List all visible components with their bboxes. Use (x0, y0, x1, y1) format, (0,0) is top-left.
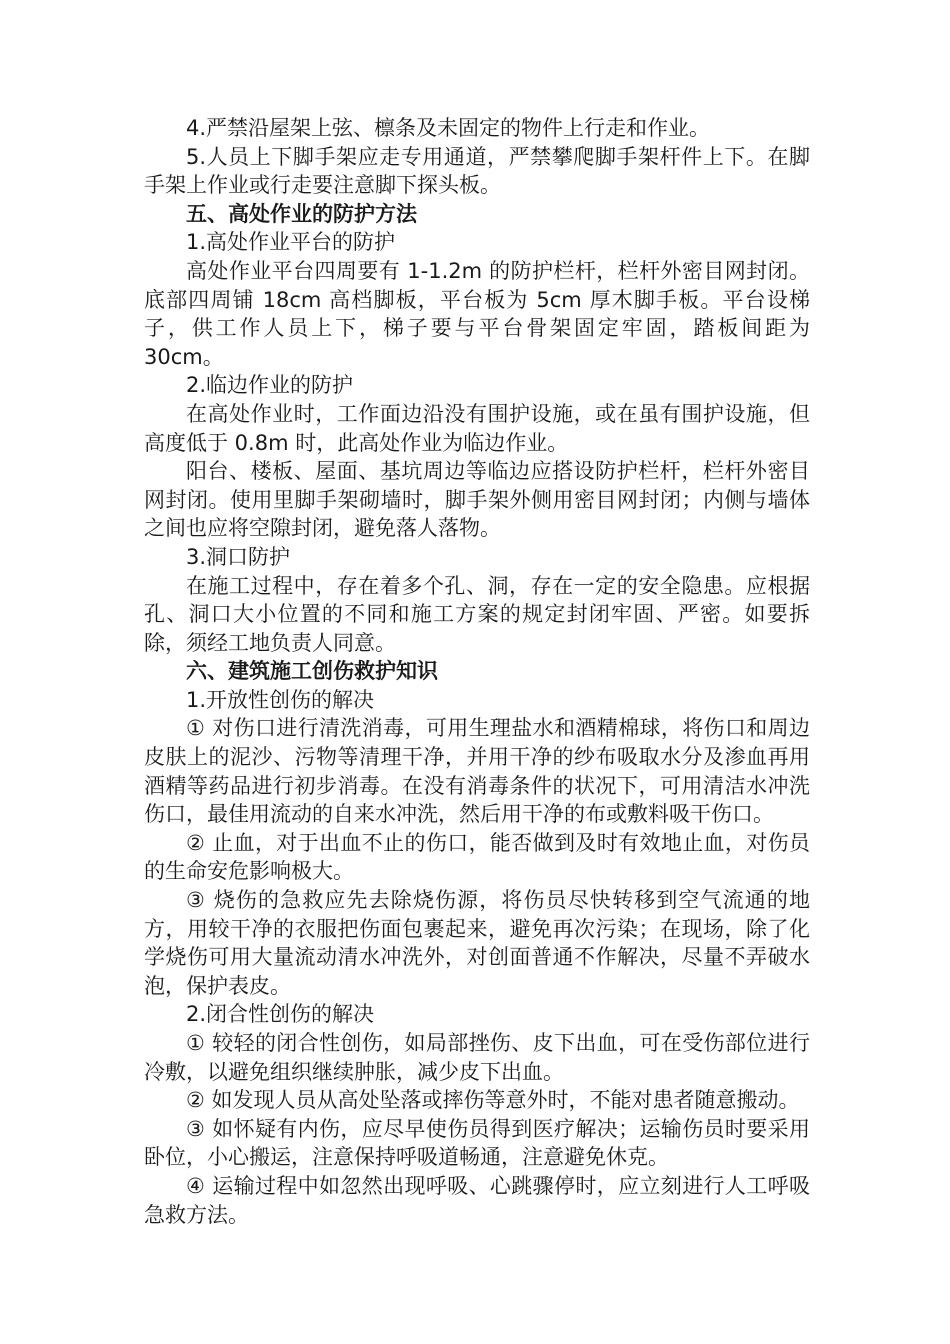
subsection-title: 3.洞口防护 (186, 544, 291, 569)
paragraph: 阳台、楼板、屋面、基坑周边等临边应搭设防护栏杆，栏杆外密目网封闭。使用里脚手架砌墙时，脚手架外侧用密目网封闭；内侧与墙体之间也应将空隙封闭，避免落人落物。 (144, 459, 810, 541)
subsection-title: 2.闭合性创伤的解决 (186, 1002, 375, 1027)
paragraph: 4.严禁沿屋架上弦、檩条及未固定的物件上行走和作业。 (186, 116, 711, 140)
subsection-title: 2.临边作业的防护 (186, 373, 354, 398)
list-item: ① 较轻的闭合性创伤，如局部挫伤、皮下出血，可在受伤部位进行冷敷，以避免组织继续肿胀，减少皮下出血。 (144, 1031, 810, 1084)
document-page (144, 114, 810, 1229)
list-item: ③ 烧伤的急救应先去除烧伤源，将伤员尽快转移到空气流通的地方，用较干净的衣服把伤面包裹起来，避免再次污染；在现场，除了化学烧伤可用大量流动清水冲洗外，对创面普通不作解决，尽量不弄破水泡，保护表皮。 (144, 888, 810, 998)
list-item: ② 止血，对于出血不止的伤口，能否做到及时有效地止血，对伤员的生命安危影响极大。 (144, 830, 810, 884)
paragraph: 在高处作业时，工作面边沿没有围护设施，或在虽有围护设施，但高度低于 0.8m 时，此高处作业为临边作业。 (144, 401, 810, 455)
paragraph: 5.人员上下脚手架应走专用通道，严禁攀爬脚手架杆件上下。在脚手架上作业或行走要注意脚下探头板。 (144, 144, 810, 198)
section-heading: 六、建筑施工创伤救护知识 (186, 659, 438, 684)
list-item: ③ 如怀疑有内伤，应尽早使伤员得到医疗解决；运输伤员时要采用卧位，小心搬运，注意保持呼吸道畅通，注意避免休克。 (144, 1116, 810, 1170)
list-item: ① 对伤口进行清洗消毒，可用生理盐水和酒精棉球，将伤口和周边皮肤上的泥沙、污物等清理干净，并用干净的纱布吸取水分及渗血再用酒精等药品进行初步消毒。在没有消毒条件的状况下，可用清洁水冲洗伤口，最佳用流动的自来水冲洗，然后用干净的布或敷料吸干伤口。 (144, 716, 810, 827)
paragraph: 在施工过程中，存在着多个孔、洞，存在一定的安全隐患。应根据孔、洞口大小位置的不同和施工方案的规定封闭牢固、严密。如要拆除，须经工地负责人同意。 (144, 573, 810, 655)
subsection-title: 1.高处作业平台的防护 (186, 230, 396, 255)
list-item: ④ 运输过程中如忽然出现呼吸、心跳骤停时，应立刻进行人工呼吸急救方法。 (144, 1173, 810, 1227)
section-heading: 五、高处作业的防护方法 (186, 201, 417, 226)
paragraph: 高处作业平台四周要有 1-1.2m 的防护栏杆，栏杆外密目网封闭。底部四周铺 18cm 高档脚板，平台板为 5cm 厚木脚手板。平台设梯子，供工作人员上下，梯子要与平台骨架固定牢固，踏板间距为 30cm。 (144, 258, 810, 369)
subsection-title: 1.开放性创伤的解决 (186, 687, 375, 712)
list-item: ② 如发现人员从高处坠落或摔伤等意外时，不能对患者随意搬动。 (186, 1088, 800, 1113)
